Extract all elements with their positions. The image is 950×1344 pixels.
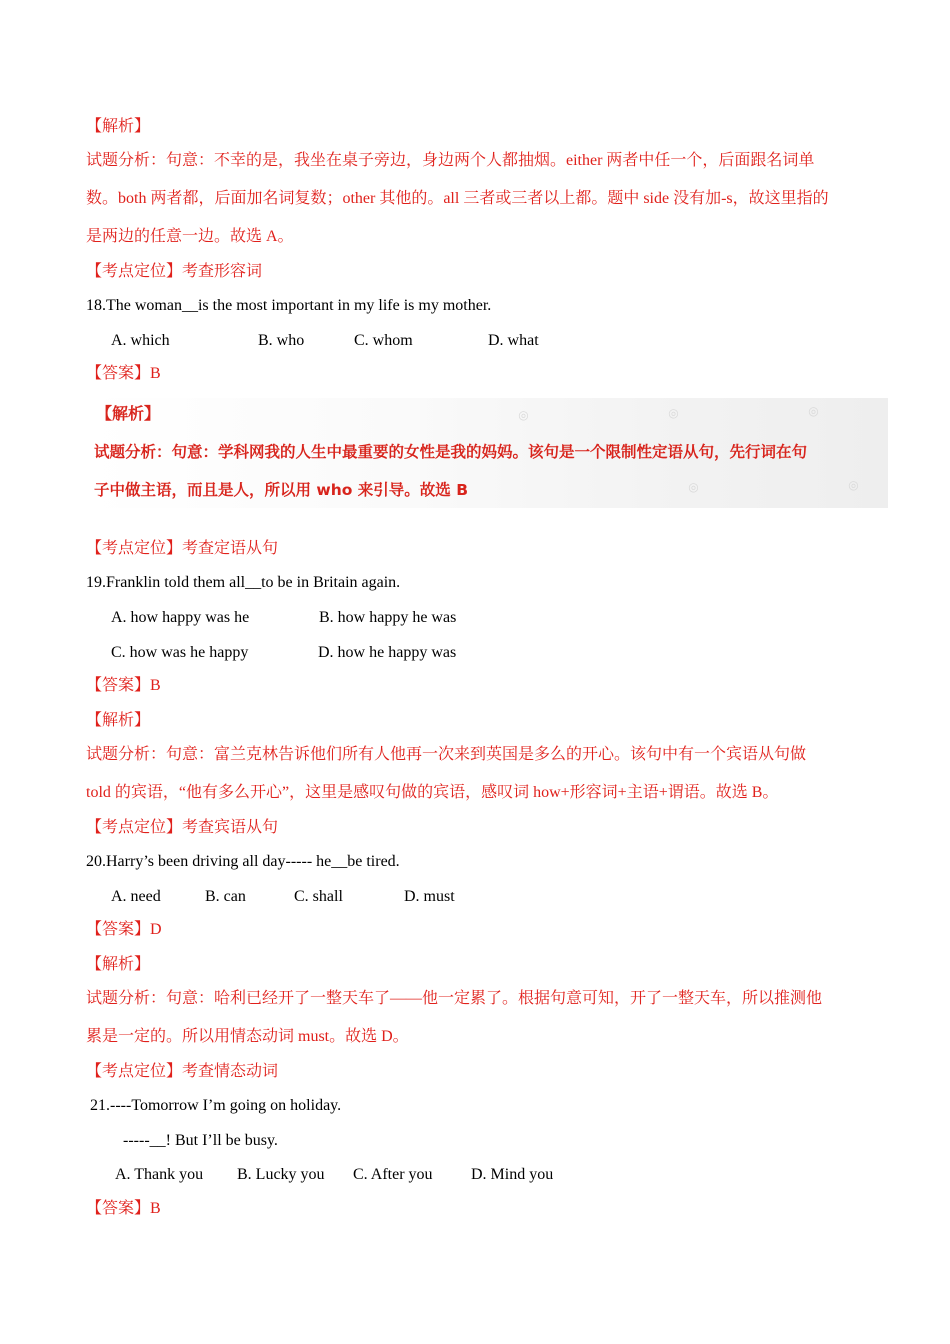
option-b: B. how happy he was [319, 609, 457, 626]
analysis-text: 累是一定的。所以用情态动词 must。故选 D。 [86, 1028, 409, 1045]
question-stem: 19.Franklin told them all__to be in Britain again. [86, 574, 401, 591]
question-stem: 20.Harry’s been driving all day----- he__be tired. [86, 853, 400, 870]
analysis-heading: 【解析】 [96, 404, 161, 423]
knowledge-point: 【考点定位】考查情态动词 [86, 1063, 279, 1080]
option-a: A. Thank you [115, 1166, 204, 1183]
analysis-text: 试题分析：句意：学科网我的人生中最重要的女性是我的妈妈。该句是一个限制性定语从句，先行词在句 [94, 443, 808, 461]
knowledge-point: 【考点定位】考查宾语从句 [86, 819, 279, 836]
analysis-text: 试题分析：句意：哈利已经开了一整天车了——他一定累了。根据句意可知，开了一整天车，所以推测他 [86, 990, 823, 1007]
option-b: B. who [258, 332, 305, 349]
analysis-text: 是两边的任意一边。故选 A。 [86, 228, 294, 245]
option-c: C. how was he happy [111, 644, 249, 661]
analysis-text: told 的宾语，“他有多么开心”，这里是感叹句做的宾语，感叹词 how+形容词+主语+谓语。故选 B。 [86, 784, 779, 801]
option-a: A. need [111, 888, 161, 905]
analysis-text: 试题分析：句意：富兰克林告诉他们所有人他再一次来到英国是多么的开心。该句中有一个宾语从句做 [86, 746, 807, 763]
option-a: A. how happy was he [111, 609, 250, 626]
option-d: D. must [404, 888, 455, 905]
watermark-mark: ◎ [846, 477, 860, 493]
question-stem: 18.The woman__is the most important in my life is my mother. [86, 297, 492, 314]
option-b: B. Lucky you [237, 1166, 325, 1183]
analysis-text: 数。both 两者都，后面加名词复数；other 其他的。all 三者或三者以上都。题中 side 没有加-s，故这里指的 [86, 190, 829, 207]
knowledge-point: 【考点定位】考查形容词 [86, 263, 263, 280]
watermark-mark: ◎ [516, 407, 530, 423]
knowledge-point: 【考点定位】考查定语从句 [86, 540, 279, 557]
analysis-heading: 【解析】 [86, 956, 151, 973]
answer: 【答案】B [86, 1200, 161, 1217]
option-c: C. After you [353, 1166, 433, 1183]
analysis-heading: 【解析】 [86, 712, 151, 729]
option-d: D. Mind you [471, 1166, 554, 1183]
option-b: B. can [205, 888, 246, 905]
option-a: A. which [111, 332, 170, 349]
analysis-text: 子中做主语，而且是人，所以用 who 来引导。故选 B [94, 481, 469, 499]
analysis-heading: 【解析】 [86, 118, 151, 135]
option-c: C. whom [354, 332, 413, 349]
question-reply: -----__! But I’ll be busy. [123, 1132, 278, 1149]
answer: 【答案】B [86, 365, 161, 382]
watermark-mark: ◎ [686, 479, 700, 495]
option-d: D. what [488, 332, 539, 349]
answer: 【答案】B [86, 677, 161, 694]
question-stem: 21.----Tomorrow I’m going on holiday. [90, 1097, 342, 1114]
analysis-text: 试题分析：句意：不幸的是，我坐在桌子旁边，身边两个人都抽烟。either 两者中任一个，后面跟名词单 [86, 152, 815, 169]
option-c: C. shall [294, 888, 343, 905]
option-d: D. how he happy was [318, 644, 457, 661]
answer: 【答案】D [86, 921, 162, 938]
watermark-mark: ◎ [806, 403, 820, 419]
watermark-mark: ◎ [666, 405, 680, 421]
